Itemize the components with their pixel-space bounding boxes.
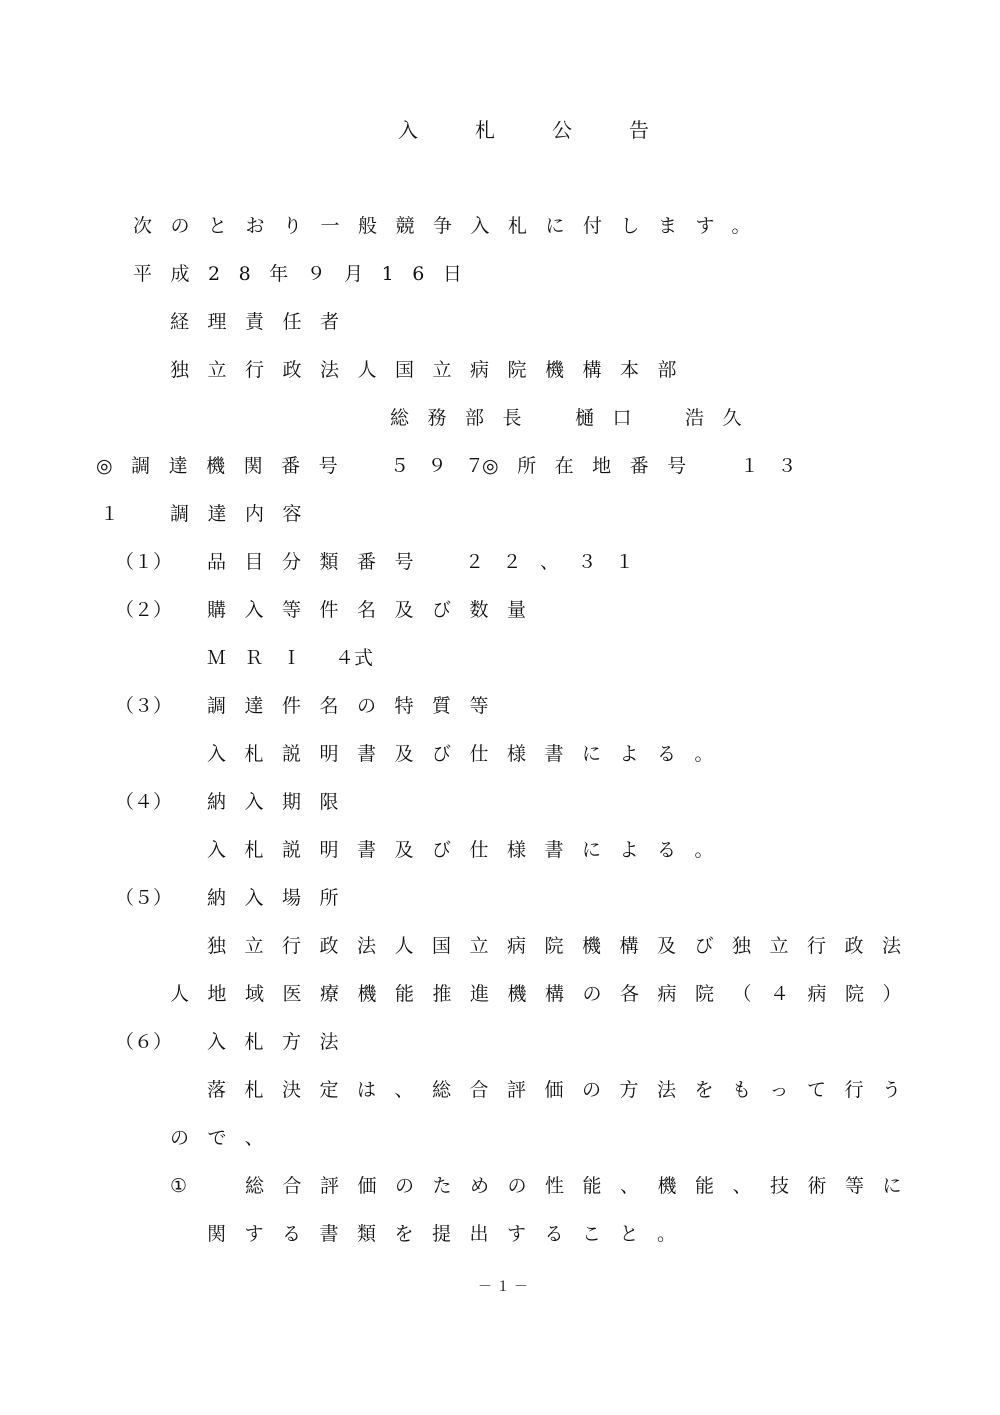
official-position: 総務部長 [390, 407, 541, 429]
item5-detail-row-1 [0, 926, 1000, 966]
agency-number-value: ５９７ [390, 455, 503, 477]
page-number: －１－ [478, 1279, 532, 1295]
item4-detail-row [0, 830, 1000, 870]
date-row [0, 254, 1000, 294]
intro-text: 次のとおり一般競争入札に付します。 [133, 215, 769, 237]
organization-row [0, 350, 1000, 390]
item6-row [0, 1022, 1000, 1062]
item3-row [0, 686, 1000, 726]
item2-label: 購入等件名及び数量 [207, 599, 545, 621]
item5-detail-line1: 独立行政法人国立病院機構及び独立行政法 [207, 935, 920, 957]
footer-row [0, 1267, 1000, 1307]
item5-row [0, 878, 1000, 918]
item2-row [0, 590, 1000, 630]
title-row [0, 110, 1000, 150]
official-role-row [0, 302, 1000, 342]
section1-heading: 調達内容 [170, 503, 321, 525]
item6-detail-row-2 [0, 1118, 1000, 1158]
item1-label: 品目分類番号 [207, 551, 433, 573]
subitem-line1: 総合評価のための性能、機能、技術等に [245, 1175, 921, 1197]
official-name-row [0, 398, 1000, 438]
agency-number-label: ◎調達機関番号 [96, 455, 357, 477]
official-given-name: 浩久 [685, 407, 761, 429]
item4-number: （４） [115, 791, 173, 813]
item3-detail: 入札説明書及び仕様書による。 [207, 743, 733, 765]
item4-detail: 入札説明書及び仕様書による。 [207, 839, 733, 861]
item3-number: （３） [115, 695, 173, 717]
item1-value: ２２、３１ [465, 551, 653, 573]
subitem-line2: 関する書類を提出すること。 [207, 1223, 695, 1245]
item4-label: 納入期限 [207, 791, 358, 813]
notice-date: 平成28年９月16日 [133, 263, 481, 285]
page-title: 入札公告 [398, 118, 706, 142]
item6-number: （６） [115, 1031, 173, 1053]
subitem-row-2 [0, 1214, 1000, 1254]
item2-quantity: ４式 [335, 647, 374, 669]
item2-detail-row [0, 638, 1000, 678]
codes-row [0, 446, 1000, 486]
item2-detail: ＭＲＩ [207, 647, 320, 669]
location-number-label: ◎所在地番号 [482, 455, 705, 477]
official-role: 経理責任者 [170, 311, 358, 333]
item5-detail-line2: 人地域医療機能推進機構の各病院（４病院） [170, 983, 921, 1005]
item6-detail-line2: ので、 [170, 1127, 283, 1149]
item3-label: 調達件名の特質等 [207, 695, 508, 717]
item5-detail-row-2 [0, 974, 1000, 1014]
item6-detail-row-1 [0, 1070, 1000, 1110]
subitem-row-1 [0, 1166, 1000, 1206]
intro-row [0, 206, 1000, 246]
official-family-name: 樋口 [575, 407, 651, 429]
item6-detail-line1: 落札決定は、総合評価の方法をもって行う [207, 1079, 920, 1101]
location-number-value: １３ [740, 455, 816, 477]
item2-number: （２） [115, 599, 173, 621]
item3-detail-row [0, 734, 1000, 774]
organization-name: 独立行政法人国立病院機構本部 [170, 359, 696, 381]
section1-number: １ [100, 503, 120, 525]
item4-row [0, 782, 1000, 822]
item6-label: 入札方法 [207, 1031, 358, 1053]
item1-number: （１） [115, 551, 173, 573]
item5-label: 納入場所 [207, 887, 358, 909]
item5-number: （５） [115, 887, 173, 909]
item1-row [0, 542, 1000, 582]
section1-heading-row [0, 494, 1000, 534]
subitem-marker: ① [170, 1175, 188, 1197]
